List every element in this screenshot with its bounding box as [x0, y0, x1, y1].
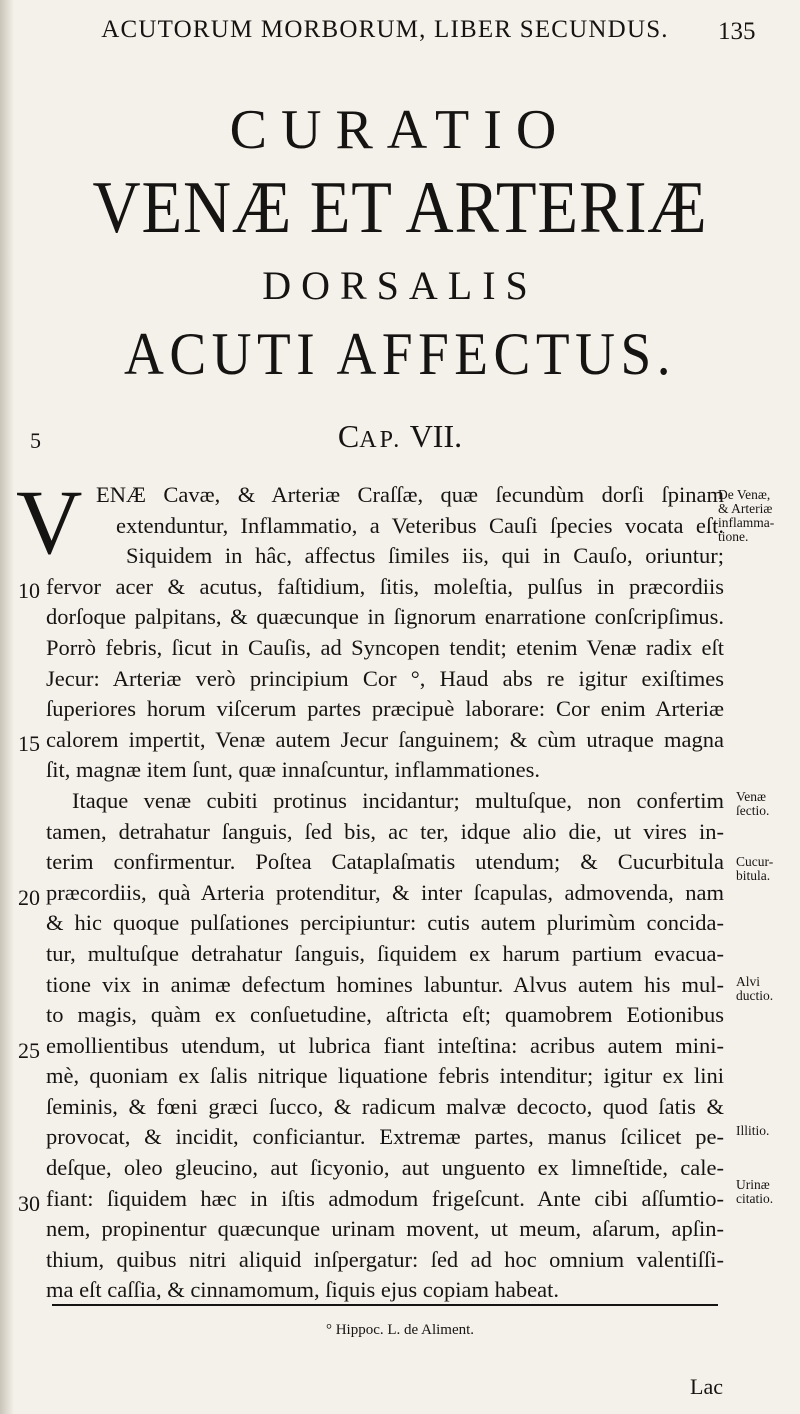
- page-number: 135: [718, 18, 756, 45]
- margin-note-line: Alvi: [736, 974, 761, 989]
- title-line-4: ACUTI AFFECTUS.: [123, 321, 677, 387]
- text-line: ENÆ Cavæ, & Arteriæ Craſſæ, quæ ſecundùm dorſi ſpinam: [96, 482, 724, 507]
- text-line: mè, quoniam ex ſalis nitrique liquatione febris intenditur; igitur ex lini: [46, 1063, 724, 1089]
- text-line: emollientibus utendum, ut lubrica fiant inteſtina: acribus autem mini-: [46, 1032, 724, 1058]
- line-number-5: 5: [30, 428, 41, 453]
- text-line: Jecur: Arteriæ verò principium Cor °, Haud abs re igitur exiſtimes: [46, 665, 724, 691]
- title-line-1: CURATIO: [229, 99, 571, 161]
- margin-note-line: De Venæ,: [718, 487, 771, 502]
- line-number-10: 10: [18, 578, 40, 603]
- margin-note-line: ſectio.: [736, 803, 770, 818]
- text-line: præcordiis, quà Arteria protenditur, & inter ſcapulas, admovenda, nam: [46, 879, 724, 905]
- running-head: ACUTORUM MORBORUM, LIBER SECUNDUS.: [101, 16, 669, 43]
- chapter-heading: [0, 418, 800, 455]
- margin-note-line: citatio.: [736, 1191, 774, 1206]
- margin-note-line: Urinæ: [736, 1177, 770, 1192]
- chapter-prefix: C: [337, 418, 360, 454]
- text-line: tamen, detrahatur ſanguis, ſed bis, ac ter, idque alio die, ut vires in-: [46, 818, 724, 844]
- chapter-number: VII.: [409, 418, 463, 454]
- text-line: thium, quibus nitri aliquid inſpergatur: ſed ad hoc omnium valentiſſi-: [46, 1246, 724, 1272]
- text-line: terim confirmentur. Poſtea Cataplaſmatis utendum; & Cucurbitula: [46, 849, 724, 875]
- page-gutter-shadow: [0, 0, 14, 1414]
- margin-note-line: bitula.: [736, 868, 771, 883]
- text-line: nem, propinentur quæcunque urinam movent, ut meum, aſarum, apſin-: [46, 1216, 724, 1242]
- main-text: [46, 480, 724, 1306]
- margin-note-urinae-citatio: [736, 1178, 773, 1206]
- margin-note-line: Venæ: [736, 789, 766, 804]
- margin-note-line: Illitio.: [736, 1123, 770, 1138]
- footnote: ° Hippoc. L. de Aliment.: [325, 1322, 475, 1338]
- text-line: ſit, magnæ item ſunt, quæ innaſcuntur, inflammationes.: [46, 757, 541, 783]
- margin-note-cucurbitula: [736, 855, 773, 883]
- title-line-3: DORSALIS: [262, 263, 538, 308]
- margin-note-line: & Arteriæ: [718, 501, 773, 516]
- text-line: provocat, & incidit, conficiantur. Extremæ partes, manus ſcilicet pe-: [46, 1124, 724, 1150]
- text-line: tur, multuſque detrahatur ſanguis, ſiquidem ex harum partium evacua-: [46, 940, 724, 966]
- margin-note-venae-sectio: [736, 790, 769, 818]
- margin-note-line: inflamma-: [718, 515, 775, 530]
- text-line: fervor acer & acutus, faſtidium, ſitis, moleſtia, pulſus in præcordiis: [46, 573, 724, 599]
- text-line: & hic quoque pulſationes percipiuntur: cutis autem plurimùm concida-: [46, 910, 724, 936]
- text-line: Porrò febris, ſicut in Cauſis, ad Syncopen tendit; etenim Venæ radix eſt: [46, 634, 724, 660]
- margin-note-line: Cucur-: [736, 854, 774, 869]
- footnote-rule: [52, 1304, 718, 1306]
- drop-cap: V: [16, 471, 83, 573]
- text-line: fiant: ſiquidem hæc in iſtis admodum frigeſcunt. Ante cibi aſſumtio-: [46, 1185, 724, 1211]
- margin-note-line: ductio.: [736, 988, 774, 1003]
- text-line: Siquidem in hâc, affectus ſimiles iis, qui in Cauſo, oriuntur;: [126, 543, 724, 569]
- text-line: ma eſt caſſia, & cinnamomum, ſiquis ejus copiam habeat.: [46, 1277, 559, 1303]
- text-line: dorſoque palpitans, & quæcunque in ſignorum enarratione conſcripſimus.: [46, 604, 724, 630]
- chapter-prefix-small: AP.: [359, 427, 403, 453]
- text-line: ſeminis, & fœni græci ſucco, & radicum malvæ decocto, quod ſatis &: [46, 1093, 724, 1119]
- text-line: tione vix in animæ defectum homines labuntur. Alvus autem his mul-: [46, 971, 724, 997]
- line-number-25: 25: [18, 1038, 40, 1063]
- margin-note-inflammatio: [718, 488, 774, 544]
- line-number-30: 30: [18, 1191, 40, 1216]
- text-line: ſuperiores horum viſcerum partes præcipuè laborare: Cor enim Arteriæ: [46, 696, 724, 722]
- text-line: to magis, quàm ex conſuetudine, aſtricta eſt; quamobrem Eotionibus: [46, 1002, 724, 1028]
- line-number-15: 15: [18, 731, 40, 756]
- text-line: Itaque venæ cubiti protinus incidantur; multuſque, non confertim: [72, 787, 724, 813]
- margin-note-illitio: [736, 1124, 769, 1138]
- text-line: deſque, oleo gleucino, aut ſicyonio, aut unguento ex limneſtide, cale-: [46, 1155, 724, 1181]
- title-line-2: VENÆ ET ARTERIÆ: [92, 167, 708, 249]
- text-line: calorem impertit, Venæ autem Jecur ſanguinem; & cùm utraque magna: [46, 726, 724, 752]
- line-number-20: 20: [18, 885, 40, 910]
- text-line: extenduntur, Inflammatio, a Veteribus Cauſi ſpecies vocata eſt.: [116, 512, 724, 538]
- margin-note-line: tione.: [718, 529, 749, 544]
- margin-note-alvi-ductio: [736, 975, 773, 1003]
- catchword: Lac: [690, 1374, 723, 1399]
